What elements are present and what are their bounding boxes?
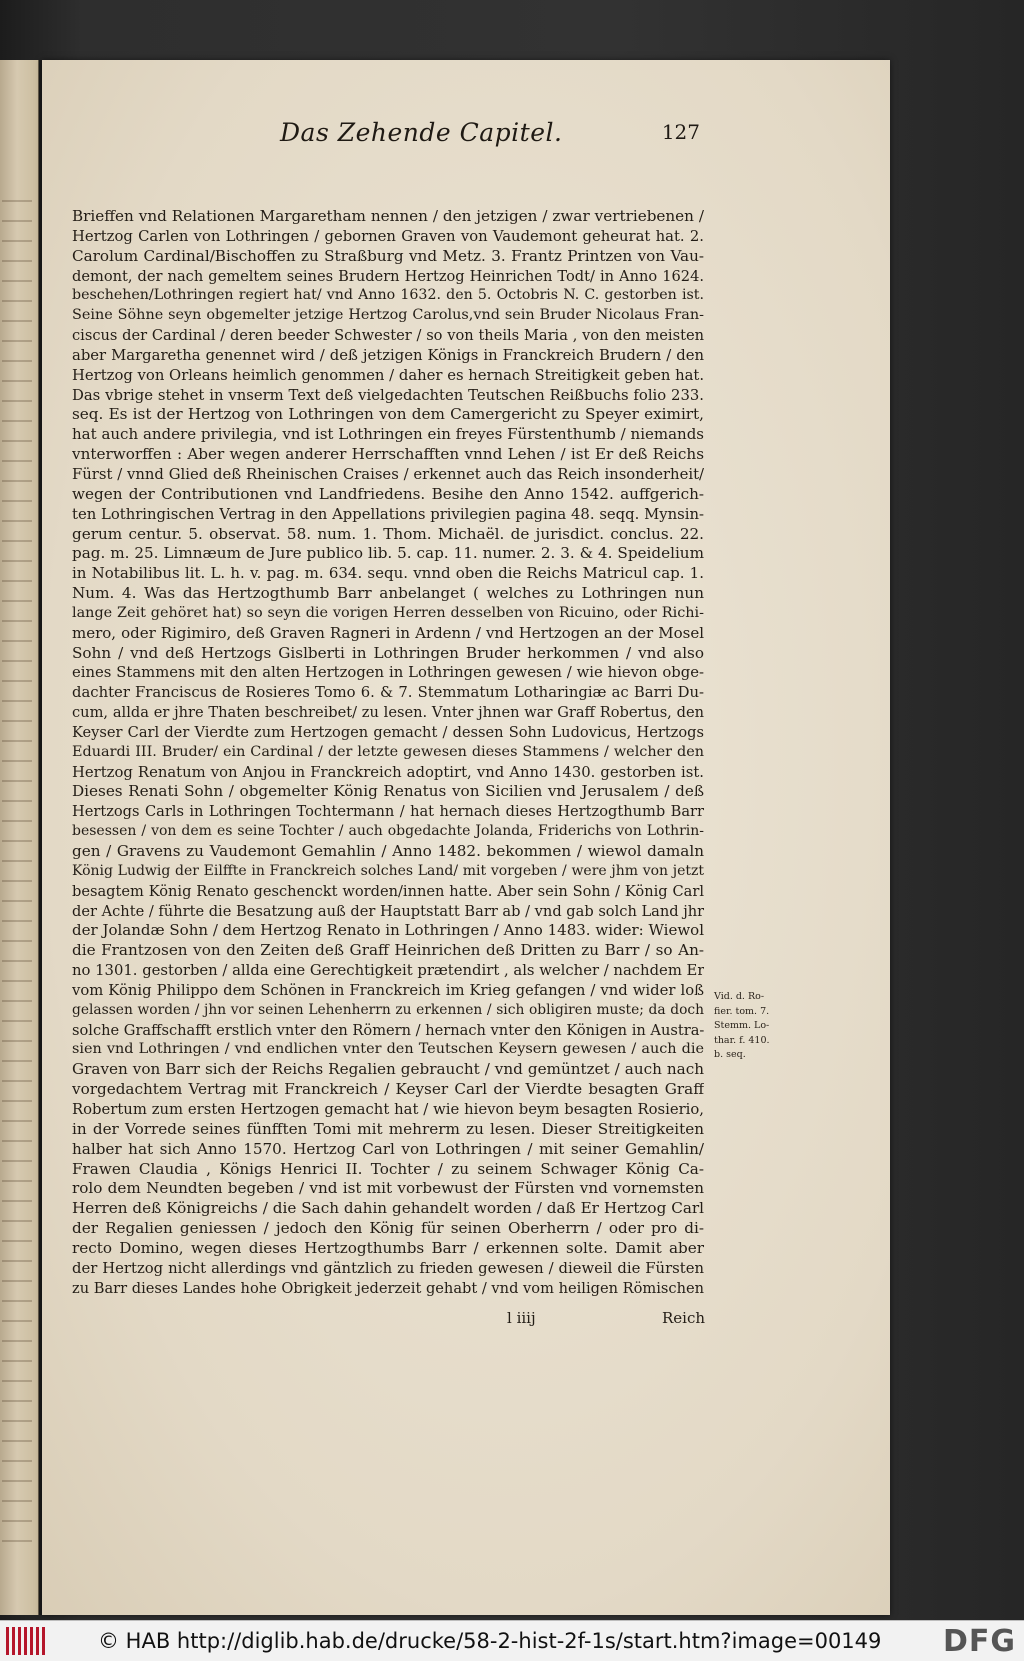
text-line: der Hertzog nicht allerdings vnd gäntzlich zu frieden gewesen / dieweil die Fürsten [72,1259,704,1277]
text-line: cum, allda er jhre Thaten beschreibet/ zu lesen. Vnter jhnen war Graff Robertus, den [72,704,704,722]
text-line: König Ludwig der Eilffte in Franckreich solches Land/ mit vorgeben / were jhm von jetzt [72,862,704,879]
text-line: Num. 4. Was das Hertzogthumb Barr anbelanget ( welches zu Lothringen nun [72,584,704,603]
text-line: gelassen worden / jhn vor seinen Lehenherrn zu erkennen / sich obligiren muste; da doch [72,1001,704,1018]
body-text [72,207,704,1298]
footer-banner [0,1620,1024,1661]
text-line: demont, der nach gemeltem seines Brudern Hertzog Heinrichen Todt/ in Anno 1624. [72,267,704,285]
page-header [240,118,700,154]
text-line: no 1301. gestorben / allda eine Gerechtigkeit prætendirt , als welcher / nachdem Er [72,962,704,980]
text-line: gerum centur. 5. observat. 58. num. 1. Thom. Michaël. de jurisdict. conclus. 22. [72,524,704,543]
dfg-logo: DFG [942,1624,1016,1659]
text-line: aber Margaretha genennet wird / deß jetzigen Königs in Franckreich Brudern / den [72,346,704,364]
margin-note-line: Stemm. Lo- [714,1020,770,1031]
text-line: seq. Es ist der Hertzog von Lothringen von dem Camergericht zu Speyer eximirt, [72,405,704,424]
text-line: Frawen Claudia , Königs Henrici II. Tochter / zu seinem Schwager König Ca- [72,1159,704,1178]
text-line: zu Barr dieses Landes hohe Obrigkeit jederzeit gehabt / vnd vom heiligen Römischen [72,1279,704,1297]
text-line: beschehen/Lothringen regiert hat/ vnd Anno 1632. den 5. Octobris N. C. gestorben ist. [72,287,704,304]
margin-note-line: thar. f. 410. [714,1034,770,1046]
text-line: Hertzog Carlen von Lothringen / gebornen Graven von Vaudemont geheurat hat. 2. [72,227,704,245]
text-line: vom König Philippo dem Schönen in Franckreich im Krieg gefangen / vnd wider loß [72,981,704,999]
text-line: Eduardi III. Bruder/ ein Cardinal / der letzte gewesen dieses Stammens / welcher den [72,743,704,760]
text-line: Robertum zum ersten Hertzogen gemacht hat / wie hievon beym besagten Rosierio, [72,1100,704,1118]
previous-page-text-fragment [2,200,32,1550]
text-line: Hertzog von Orleans heimlich genommen / daher es hernach Streitigkeit geben hat. [72,366,704,384]
text-line: sien vnd Lothringen / vnd endlichen vnter den Teutschen Keysern gewesen / auch die [72,1041,704,1058]
margin-note [714,990,776,1063]
text-line: Fürst / vnnd Glied deß Rheinischen Craises / erkennet auch das Reich insonderheit/ [72,465,704,483]
text-line: in Notabilibus lit. L. h. v. pag. m. 634. sequ. vnnd oben die Reichs Matricul cap. 1. [72,564,704,583]
catchword: Reich [662,1309,706,1327]
text-line: die Frantzosen von den Zeiten deß Graff Heinrichen deß Dritten zu Barr / so An- [72,941,704,960]
text-line: recto Domino, wegen dieses Hertzogthumbs Barr / erkennen solte. Damit aber [72,1238,704,1257]
text-line: Graven von Barr sich der Reichs Regalien gebraucht / vnd gemüntzet / auch nach [72,1060,704,1079]
text-line: ten Lothringischen Vertrag in den Appellations privilegien pagina 48. seqq. Mynsin- [72,505,704,523]
text-line: gen / Gravens zu Vaudemont Gemahlin / Anno 1482. bekommen / wiewol damaln [72,842,704,860]
text-line: halber hat sich Anno 1570. Hertzog Carl von Lothringen / mit seiner Gemahlin/ [72,1139,704,1158]
text-line: Keyser Carl der Vierdte zum Hertzogen gemacht / dessen Sohn Ludovicus, Hertzogs [72,723,704,741]
text-line: Das vbrige stehet in vnserm Text deß vielgedachten Teutschen Reißbuchs folio 233. [72,386,704,404]
text-line: solche Graffschafft erstlich vnter den Römern / hernach vnter den Königen in Austra- [72,1021,704,1039]
barcode-icon [6,1627,46,1655]
text-line: in der Vorrede seines fünfften Tomi mit mehrerm zu lesen. Dieser Streitigkeiten [72,1119,704,1138]
text-line: wegen der Contributionen vnd Landfriedens. Besihe den Anno 1542. auffgerich- [72,484,704,503]
text-line: lange Zeit gehöret hat) so seyn die vorigen Herren desselben von Ricuino, oder Richi- [72,604,704,621]
text-line: der Regalien geniessen / jedoch den König für seinen Oberherrn / oder pro di- [72,1219,704,1238]
margin-note-line: fier. tom. 7. [714,1005,770,1017]
source-link[interactable]: © HAB http://diglib.hab.de/drucke/58-2-hist-2f-1s/start.htm?image=00149 [98,1629,882,1653]
text-line: der Achte / führte die Besatzung auß der Hauptstatt Barr ab / vnd gab solch Land jhr [72,902,704,920]
text-line: dachter Franciscus de Rosieres Tomo 6. & 7. Stemmatum Lotharingiæ ac Barri Du- [72,684,704,702]
text-line: eines Stammens mit den alten Hertzogen in Lothringen gewesen / wie hievon obge- [72,664,704,682]
text-line: Dieses Renati Sohn / obgemelter König Renatus von Sicilien vnd Jerusalem / deß [72,782,704,801]
text-line: pag. m. 25. Limnæum de Jure publico lib. 5. cap. 11. numer. 2. 3. & 4. Speidelium [72,544,704,563]
text-line: rolo dem Neundten begeben / vnd ist mit vorbewust der Fürsten vnd vornemsten [72,1179,704,1198]
running-title: Das Zehende Capitel. [280,118,563,147]
previous-page-edge [0,60,39,1615]
text-line: ciscus der Cardinal / deren beeder Schwester / so von theils Maria , von den meisten [72,327,704,345]
text-line: vorgedachtem Vertrag mit Franckreich / Keyser Carl der Vierdte besagten Graff [72,1080,704,1099]
text-line: vnterworffen : Aber wegen anderer Herrschafften vnnd Lehen / ist Er deß Reichs [72,445,704,464]
text-line: besessen / von dem es seine Tochter / auch obgedachte Jolanda, Friderichs von Lothrin- [72,823,704,840]
margin-note-line: Vid. d. Ro- [714,991,765,1002]
text-line: Seine Söhne seyn obgemelter jetzige Hertzog Carolus,vnd sein Bruder Nicolaus Fran- [72,307,704,324]
text-line: mero, oder Rigimiro, deß Graven Ragneri in Ardenn / vnd Hertzogen an der Mosel [72,623,704,642]
text-line: Hertzogs Carls in Lothringen Tochtermann / hat hernach dieses Hertzogthumb Barr [72,803,704,821]
text-line: Sohn / vnd deß Hertzogs Gislberti in Lothringen Bruder herkommen / vnd also [72,643,704,662]
signature-mark: l iiij [507,1309,536,1327]
page-number: 127 [661,120,700,144]
text-line: Brieffen vnd Relationen Margaretham nennen / den jetzigen / zwar vertriebenen / [72,207,704,225]
margin-note-line: b. seq. [714,1049,746,1060]
text-line: Herren deß Königreichs / die Sach dahin gehandelt worden / daß Er Hertzog Carl [72,1199,704,1218]
text-line: hat auch andere privilegia, vnd ist Lothringen ein freyes Fürstenthumb / niemands [72,425,704,444]
text-line: der Jolandæ Sohn / dem Hertzog Renato in Lothringen / Anno 1483. wider: Wiewol [72,921,704,940]
text-line: besagtem König Renato geschenckt worden/innen hatte. Aber sein Sohn / König Carl [72,882,704,900]
text-line: Hertzog Renatum von Anjou in Franckreich adoptirt, vnd Anno 1430. gestorben ist. [72,763,704,781]
text-line: Carolum Cardinal/Bischoffen zu Straßburg vnd Metz. 3. Frantz Printzen von Vau- [72,246,704,265]
